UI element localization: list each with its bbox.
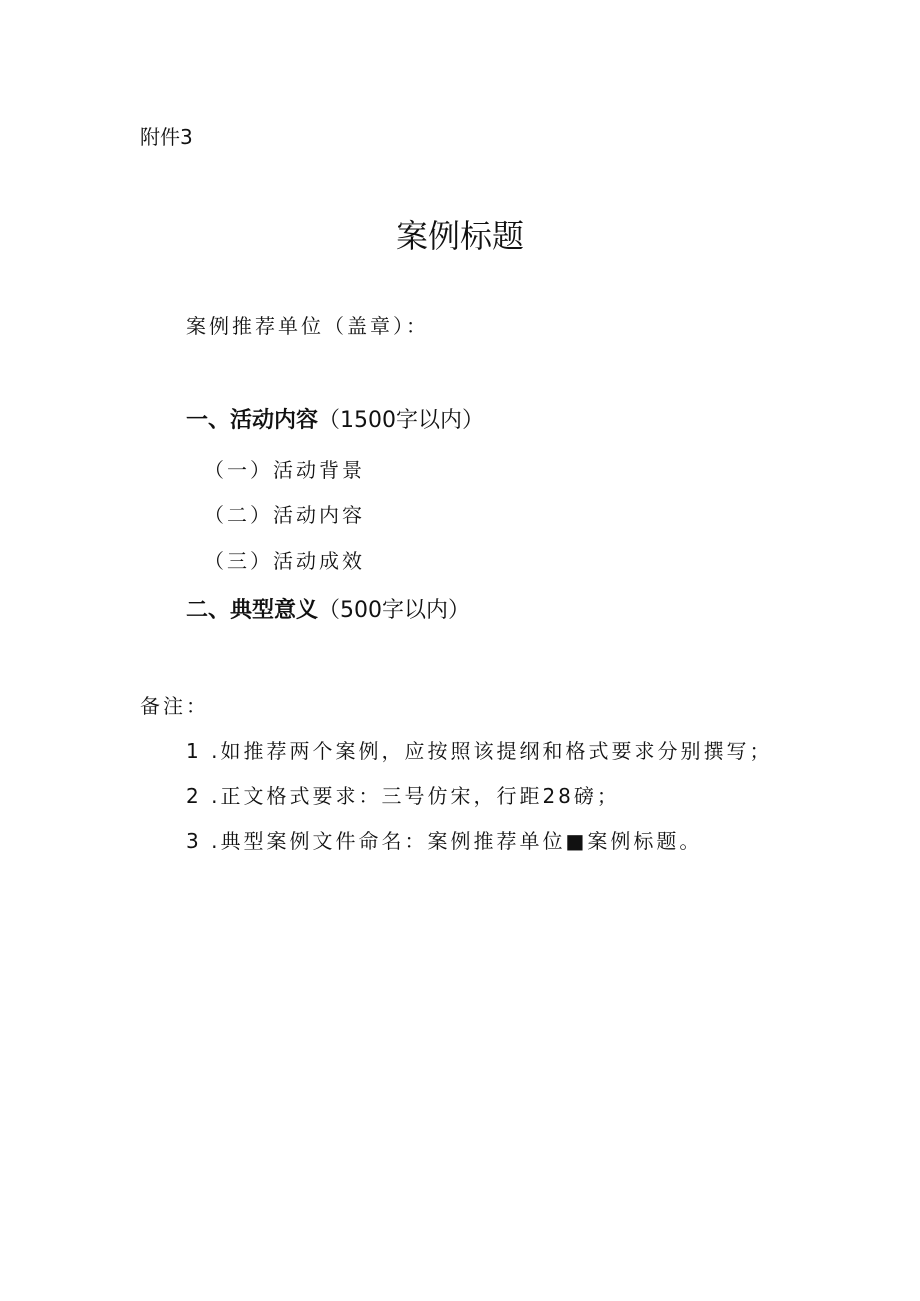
remark-item: 1 .如推荐两个案例，应按照该提纲和格式要求分别撰写；	[186, 739, 773, 763]
section-length-note: （500字以内）	[318, 598, 471, 623]
section-heading: 一、活动内容	[186, 408, 319, 433]
remark-item: 2 .正文格式要求：三号仿宋，行距28磅；	[186, 784, 620, 808]
subsection-background: （一）活动背景	[204, 458, 365, 482]
remarks-label: 备注：	[140, 694, 209, 718]
document-title: 案例标题	[395, 217, 524, 255]
section-heading: 二、典型意义	[186, 598, 319, 623]
subsection-content: （二）活动内容	[204, 503, 365, 527]
subsection-results: （三）活动成效	[204, 549, 365, 573]
remark-item: 3 .典型案例文件命名：案例推荐单位■案例标题。	[186, 829, 703, 853]
section-significance	[186, 600, 470, 622]
attachment-label: 附件3	[140, 125, 193, 149]
recommending-unit-line: 案例推荐单位（盖章）：	[186, 314, 429, 338]
section-length-note: （1500字以内）	[318, 408, 485, 433]
section-activity-content	[186, 410, 484, 432]
